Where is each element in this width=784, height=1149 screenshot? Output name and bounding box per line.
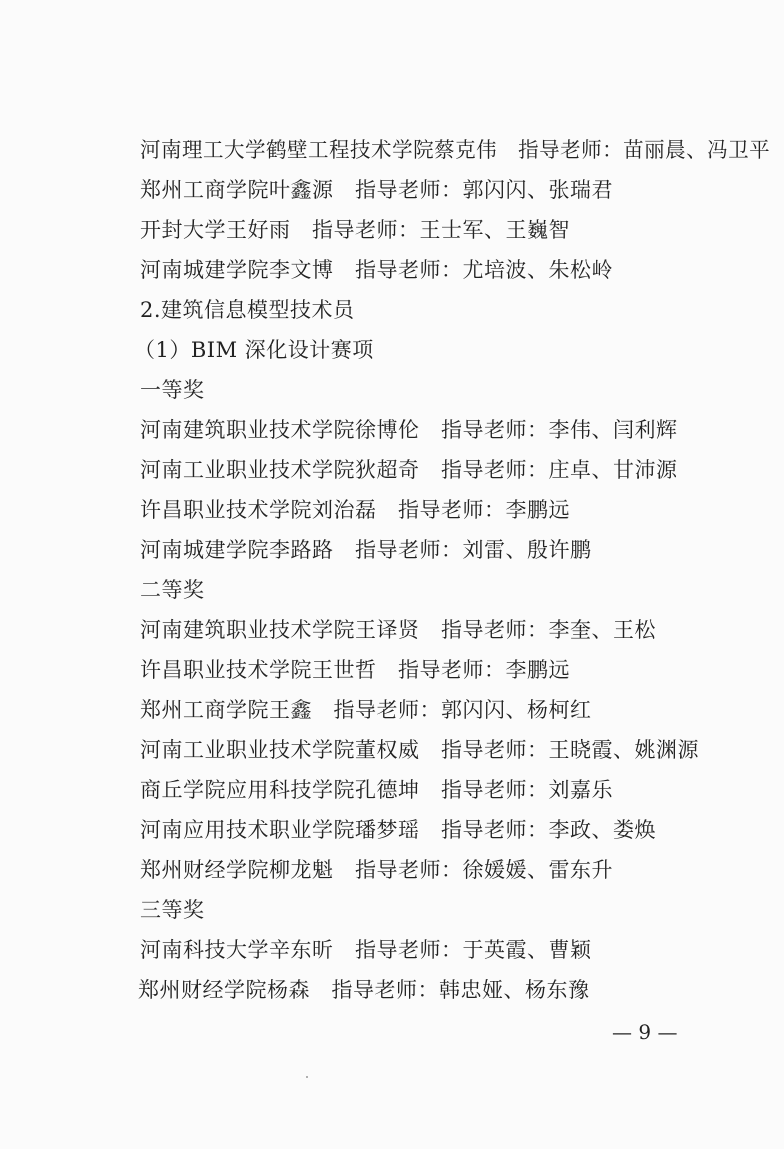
page-number: — 9 — [612, 1020, 678, 1044]
award-entry: 河南科技大学辛东昕 指导老师：于英霞、曹颖 [140, 938, 592, 962]
award-entry: 郑州财经学院柳龙魁 指导老师：徐媛媛、雷东升 [140, 858, 613, 882]
section-heading: 2.建筑信息模型技术员 [140, 298, 355, 322]
award-entry: 河南理工大学鹤壁工程技术学院蔡克伟 指导老师：苗丽晨、冯卫平 [140, 138, 771, 162]
subsection-heading: （1）BIM 深化设计赛项 [134, 338, 374, 362]
award-entry: 许昌职业技术学院王世哲 指导老师：李鹏远 [140, 658, 570, 682]
award-entry: 许昌职业技术学院刘治磊 指导老师：李鹏远 [140, 498, 570, 522]
award-entry: 郑州财经学院杨森 指导老师：韩忠娅、杨东豫 [138, 978, 590, 1002]
award-entry: 郑州工商学院叶鑫源 指导老师：郭闪闪、张瑞君 [140, 178, 613, 202]
award-entry: 河南城建学院李文博 指导老师：尤培波、朱松岭 [140, 258, 613, 282]
award-entry: 河南工业职业技术学院董权威 指导老师：王晓霞、姚渊源 [140, 738, 699, 762]
scan-speck [306, 1076, 308, 1078]
award-entry: 河南建筑职业技术学院王译贤 指导老师：李奎、王松 [140, 618, 656, 642]
award-entry: 河南应用技术职业学院璠梦瑶 指导老师：李政、娄焕 [140, 818, 656, 842]
award-entry: 河南城建学院李路路 指导老师：刘雷、殷许鹏 [140, 538, 592, 562]
award-level-heading: 二等奖 [140, 578, 205, 602]
award-entry: 商丘学院应用科技学院孔德坤 指导老师：刘嘉乐 [140, 778, 613, 802]
award-entry: 开封大学王好雨 指导老师：王士军、王巍智 [140, 218, 570, 242]
award-level-heading: 一等奖 [140, 378, 205, 402]
award-entry: 郑州工商学院王鑫 指导老师：郭闪闪、杨柯红 [140, 698, 592, 722]
award-entry: 河南工业职业技术学院狄超奇 指导老师：庄卓、甘沛源 [140, 458, 678, 482]
award-level-heading: 三等奖 [140, 898, 205, 922]
award-entry: 河南建筑职业技术学院徐博伦 指导老师：李伟、闫利辉 [140, 418, 678, 442]
